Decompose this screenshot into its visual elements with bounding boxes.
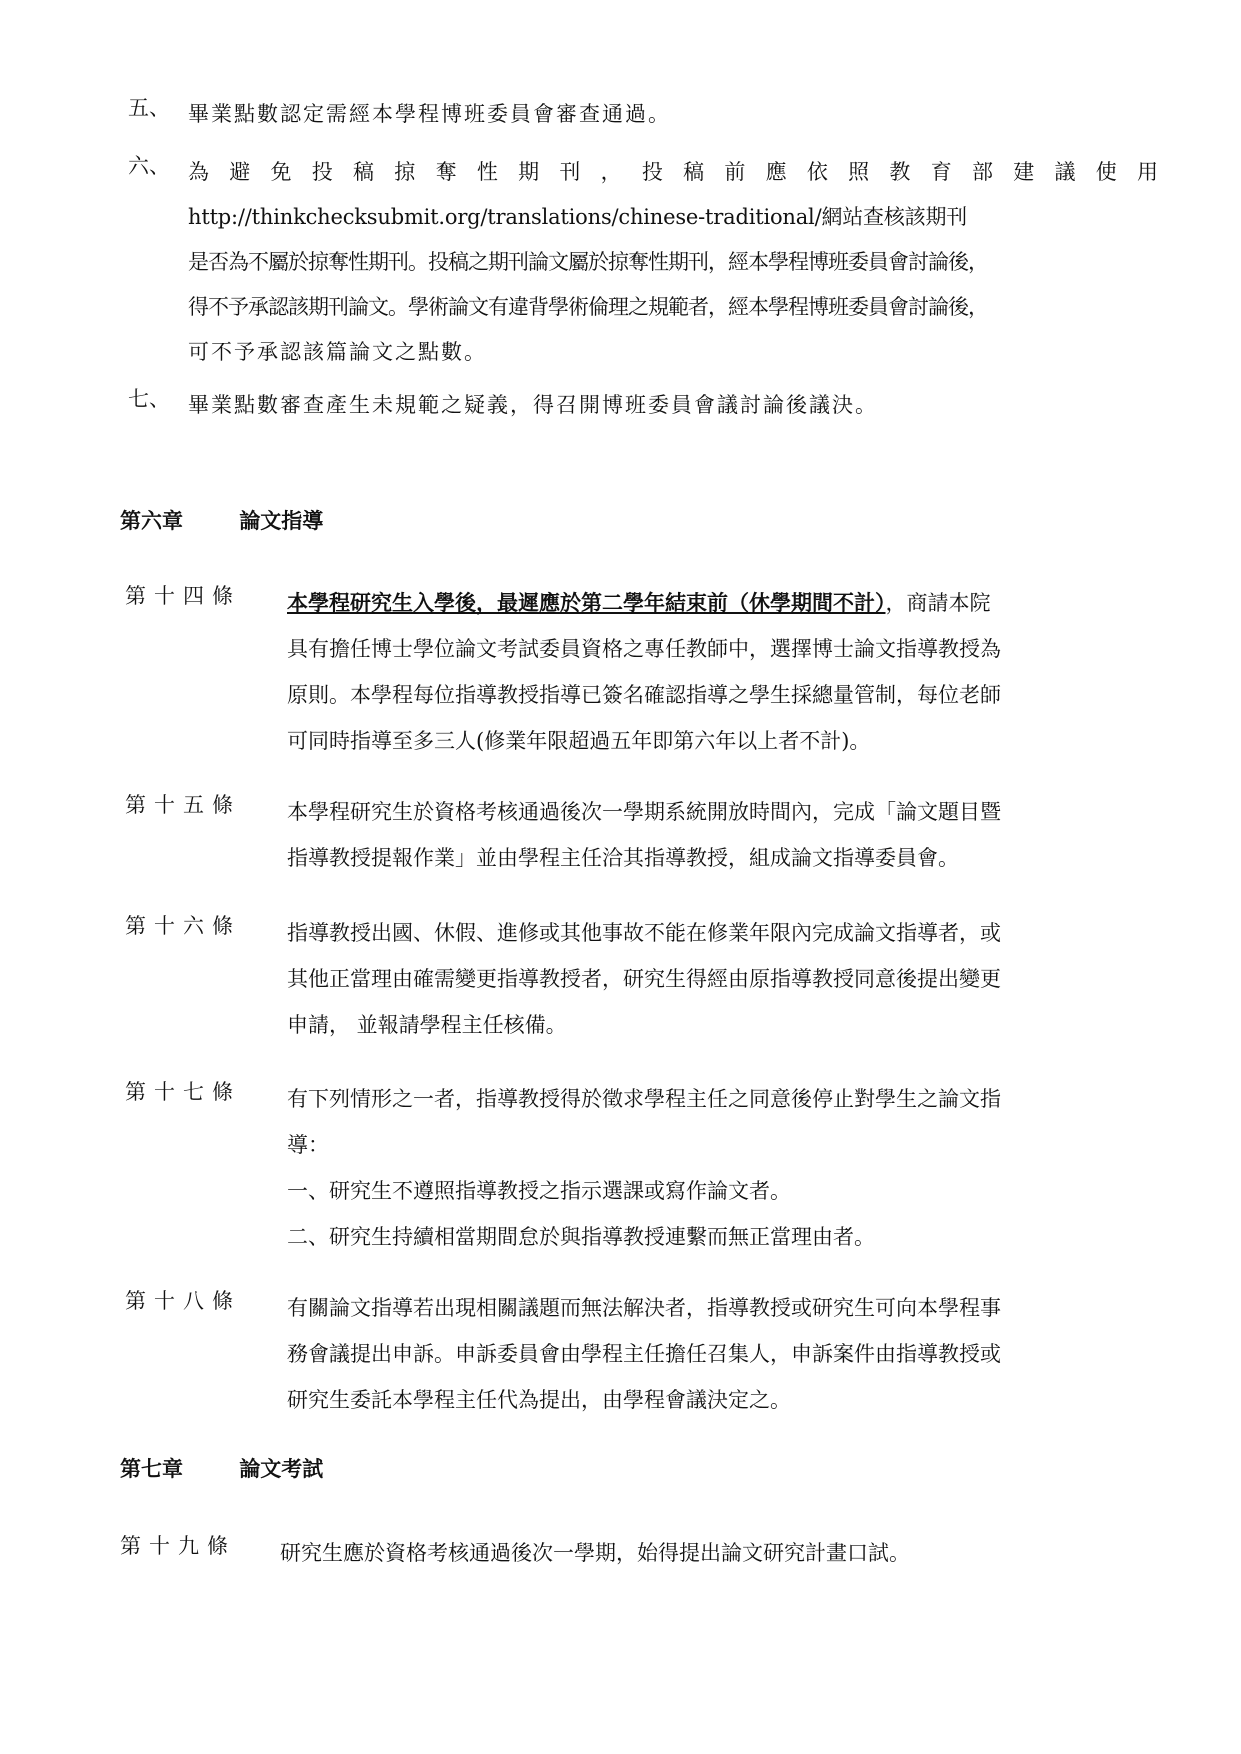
article-16 (125, 910, 1125, 1048)
clause-text: 可不予承認該篇論文之點數。 (188, 340, 487, 364)
article-label: 第十八條 (125, 1289, 241, 1313)
clause-text: 得不予承認該期刊論文。學術論文有違背學術倫理之規範者，經本學程博班委員會討論後， (188, 295, 988, 319)
article-15 (125, 789, 1125, 881)
article-text: 有下列情形之一者，指導教授得於徵求學程主任之同意後停止對學生之論文指 (287, 1087, 1001, 1111)
article-list-item: 二、研究生持續相當期間怠於與指導教授連繫而無正當理由者。 (287, 1225, 875, 1249)
article-text (287, 580, 1125, 626)
chapter-title: 論文考試 (239, 1456, 324, 1481)
article-text: 指導教授出國、休假、進修或其他事故不能在修業年限內完成論文指導者，或 (287, 921, 1001, 945)
article-emphasis: 本學程研究生入學後，最遲應於第二學年結束前（休學期間不計） (287, 590, 886, 615)
clause-text-url: http://thinkchecksubmit.org/translations/chinese-traditional/網站查核該期刊 (188, 205, 968, 229)
clause-number: 五、 (128, 96, 170, 120)
article-text-rest: ，商請本院 (885, 591, 991, 615)
clause-7 (128, 383, 1158, 428)
chapter-title: 論文指導 (239, 508, 324, 533)
article-text: 指導教授提報作業」並由學程主任洽其指導教授，組成論文指導委員會。 (287, 846, 959, 870)
chapter-number: 第七章 (120, 1456, 183, 1481)
article-label: 第十四條 (125, 584, 241, 608)
chapter-number: 第六章 (120, 508, 183, 533)
article-text: 其他正當理由確需變更指導教授者，研究生得經由原指導教授同意後提出變更 (287, 967, 1001, 991)
article-label: 第十七條 (125, 1080, 241, 1104)
chapter-heading-7 (120, 1453, 323, 1483)
article-label: 第十五條 (125, 793, 241, 817)
article-text: 申請， 並報請學程主任核備。 (287, 1013, 567, 1037)
article-text: 具有擔任博士學位論文考試委員資格之專任教師中，選擇博士論文指導教授為 (287, 637, 1001, 661)
clause-6 (128, 150, 1158, 375)
article-18 (125, 1285, 1125, 1423)
article-text: 導： (287, 1133, 329, 1157)
clause-number: 七、 (128, 387, 170, 411)
article-label: 第十九條 (120, 1534, 236, 1558)
clause-text: 為避免投稿掠奪性期刊，投稿前應依照教育部建議使用 (188, 160, 1158, 184)
clause-text: 是否為不屬於掠奪性期刊。投稿之期刊論文屬於掠奪性期刊，經本學程博班委員會討論後， (188, 250, 988, 274)
article-19 (120, 1530, 1120, 1576)
article-list-item: 一、研究生不遵照指導教授之指示選課或寫作論文者。 (287, 1179, 791, 1203)
clause-text: 畢業點數認定需經本學程博班委員會審查通過。 (188, 102, 671, 126)
article-14 (125, 580, 1125, 764)
clause-5 (128, 92, 1158, 137)
chapter-heading-6 (120, 505, 323, 535)
article-text: 本學程研究生於資格考核通過後次一學期系統開放時間內，完成「論文題目暨 (287, 800, 1001, 824)
article-text: 研究生委託本學程主任代為提出，由學程會議決定之。 (287, 1388, 791, 1412)
clause-text: 畢業點數審查產生未規範之疑義，得召開博班委員會議討論後議決。 (188, 393, 878, 417)
article-text: 可同時指導至多三人(修業年限超過五年即第六年以上者不計)。 (287, 729, 871, 753)
article-text: 研究生應於資格考核通過後次一學期，始得提出論文研究計畫口試。 (280, 1541, 910, 1565)
article-text: 有關論文指導若出現相關議題而無法解決者，指導教授或研究生可向本學程事 (287, 1296, 1001, 1320)
article-text: 務會議提出申訴。申訴委員會由學程主任擔任召集人，申訴案件由指導教授或 (287, 1342, 1001, 1366)
clause-number: 六、 (128, 154, 170, 178)
article-label: 第十六條 (125, 914, 241, 938)
article-17 (125, 1076, 1125, 1260)
article-text: 原則。本學程每位指導教授指導已簽名確認指導之學生採總量管制，每位老師 (287, 683, 1001, 707)
